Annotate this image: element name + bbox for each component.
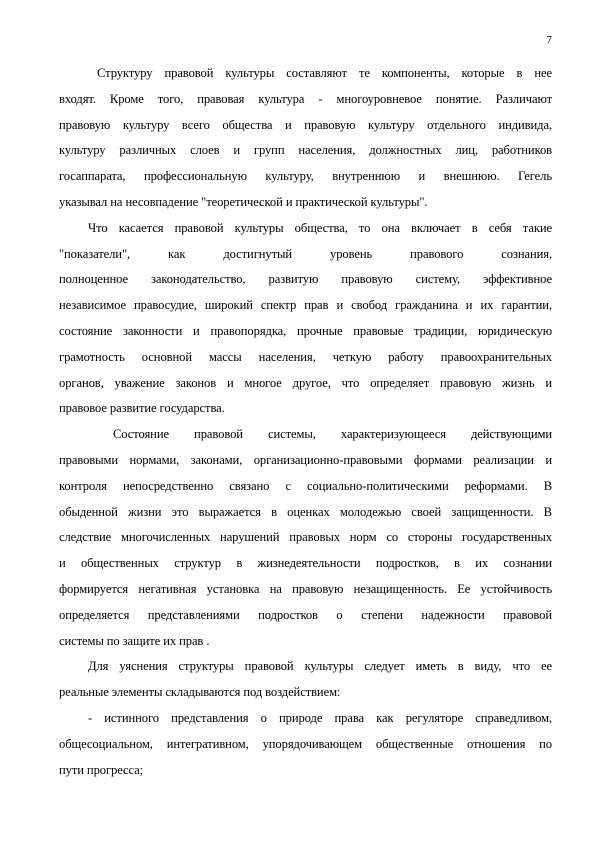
text-line: состояние законности и правопорядка, прочные правовые традиции, юридическую <box>59 323 552 338</box>
paragraph <box>59 706 552 783</box>
text-line: системы по защите их прав . <box>59 633 210 648</box>
text-line: и общественных структур в жизнедеятельности подростков, в их сознании <box>59 556 552 571</box>
text-line: указывал на несовпадение "теоретической и практической культуры". <box>59 194 428 209</box>
paragraph <box>59 216 552 422</box>
text-line: "показатели", как достигнутый уровень правового сознания, <box>59 246 552 261</box>
text-line: контроля непосредственно связано с социально-политическими реформами. В <box>59 478 552 493</box>
text-line: правовыми нормами, законами, организационно-правовыми формами реализации и <box>59 452 552 467</box>
paragraph <box>59 422 552 654</box>
text-line: общесоциальном, интегративном, упорядочивающем общественные отношения по <box>59 736 552 751</box>
text-line: реальные элементы складываются под воздействием: <box>59 685 341 700</box>
text-line: Что касается правовой культуры общества, то она включает в себя такие <box>88 220 552 235</box>
text-line: грамотность основной массы населения, четкую работу правоохранительных <box>59 349 552 364</box>
text-line: правовое развитие государства. <box>59 401 225 416</box>
text-line: полноценное законодательство, развитую правовую систему, эффективное <box>59 272 552 287</box>
text-line: Структуру правовой культуры составляют те компоненты, которые в нее <box>97 66 552 80</box>
text-line: независимое правосудие, широкий спектр прав и свобод гражданина и их гарантии, <box>59 298 552 313</box>
page-number: 7 <box>546 34 552 46</box>
text-line: формируется негативная установка на правовую незащищенность. Ее устойчивость <box>59 581 552 596</box>
text-line: следствие многочисленных нарушений правовых норм со стороны государственных <box>59 530 552 545</box>
text-line: госаппарата, профессиональную культуру, внутреннюю и внешнюю. Гегель <box>59 169 552 184</box>
text-line: Состояние правовой системы, характеризующееся действующими <box>113 427 552 442</box>
text-line: определяется представлениями подростков о степени надежности правовой <box>59 607 552 622</box>
paragraph <box>59 61 552 216</box>
document-body <box>59 61 552 783</box>
paragraph <box>59 654 552 706</box>
text-line: - истинного представления о природе права как регуляторе справедливом, <box>88 710 552 725</box>
text-line: органов, уважение законов и многое другое, что определяет правовую жизнь и <box>59 375 552 390</box>
text-line: культуру различных слоев и групп населения, должностных лиц, работников <box>59 143 552 158</box>
text-line: правовую культуру всего общества и правовую культуру отдельного индивида, <box>59 117 552 132</box>
text-line: входят. Кроме того, правовая культура - многоуровневое понятие. Различают <box>59 91 552 106</box>
text-line: пути прогресса; <box>59 762 144 777</box>
text-line: Для уяснения структуры правовой культуры следует иметь в виду, что ее <box>88 659 552 674</box>
text-line: обыденной жизни это выражается в оценках молодежью своей защищенности. В <box>59 504 552 519</box>
